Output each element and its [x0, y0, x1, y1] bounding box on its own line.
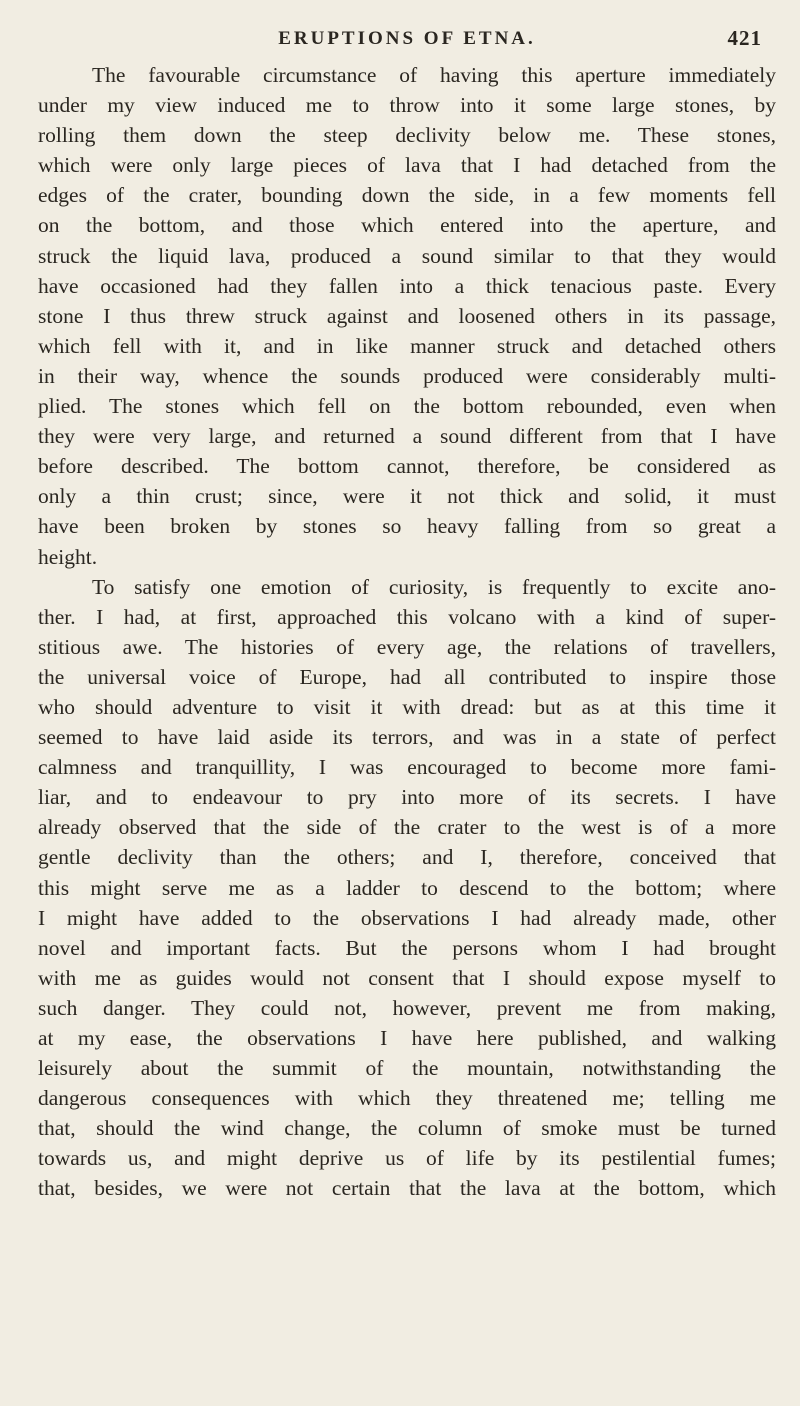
- running-head: [38, 20, 776, 56]
- text-line: which fell with it, and in like manner struck and detached others: [38, 333, 776, 358]
- text-line: dangerous consequences with which they threatened me; telling me: [38, 1086, 776, 1111]
- text-line: leisurely about the summit of the mountain, notwithstanding the: [38, 1056, 776, 1081]
- text-line: they were very large, and returned a sound different from that I have: [38, 424, 776, 449]
- text-line: in their way, whence the sounds produced were considerably multi-: [38, 363, 776, 388]
- text-line: stone I thus threw struck against and loosened others in its passage,: [38, 303, 776, 328]
- text-line: seemed to have laid aside its terrors, and was in a state of perfect: [38, 725, 776, 750]
- text-line: which were only large pieces of lava that I had detached from the: [38, 153, 776, 178]
- text-line: struck the liquid lava, produced a sound similar to that they would: [38, 243, 776, 268]
- text-line: that, besides, we were not certain that the lava at the bottom, which: [38, 1176, 776, 1201]
- text-line: The favourable circumstance of having this aperture immediately: [92, 63, 776, 87]
- text-line: already observed that the side of the crater to the west is of a more: [38, 815, 776, 840]
- text-line: at my ease, the observations I have here published, and walking: [38, 1026, 776, 1050]
- text-line: calmness and tranquillity, I was encouraged to become more fami-: [38, 755, 776, 780]
- text-line: that, should the wind change, the column of smoke must be turned: [38, 1116, 776, 1141]
- text-line: liar, and to endeavour to pry into more of its secrets. I have: [38, 785, 776, 810]
- body-text: [38, 60, 776, 1204]
- text-line: plied. The stones which fell on the bottom rebounded, even when: [38, 394, 776, 419]
- text-line: have been broken by stones so heavy falling from so great a: [38, 514, 776, 539]
- text-line: towards us, and might deprive us of life by its pestilential fumes;: [38, 1146, 776, 1171]
- text-line: I might have added to the observations I had already made, other: [38, 905, 776, 930]
- text-line: gentle declivity than the others; and I, therefore, conceived that: [38, 845, 776, 870]
- text-line: with me as guides would not consent that I should expose myself to: [38, 965, 776, 990]
- text-line: have occasioned had they fallen into a thick tenacious paste. Every: [38, 273, 776, 298]
- text-line: who should adventure to visit it with dread: but as at this time it: [38, 694, 776, 719]
- text-line: ther. I had, at first, approached this volcano with a kind of super-: [38, 604, 776, 629]
- page-number: 421: [727, 26, 762, 50]
- text-line: under my view induced me to throw into it some large stones, by: [38, 93, 776, 118]
- text-line: rolling them down the steep declivity below me. These stones,: [38, 123, 776, 148]
- text-line: before described. The bottom cannot, therefore, be considered as: [38, 454, 776, 479]
- text-line: this might serve me as a ladder to descend to the bottom; where: [38, 875, 776, 900]
- text-line: edges of the crater, bounding down the side, in a few moments fell: [38, 183, 776, 208]
- text-line: only a thin crust; since, were it not thick and solid, it must: [38, 484, 776, 509]
- text-line: novel and important facts. But the persons whom I had brought: [38, 935, 776, 960]
- text-line: such danger. They could not, however, prevent me from making,: [38, 995, 776, 1020]
- text-line: on the bottom, and those which entered into the aperture, and: [38, 213, 776, 238]
- text-line: To satisfy one emotion of curiosity, is frequently to excite ano-: [92, 574, 776, 599]
- text-line: the universal voice of Europe, had all contributed to inspire those: [38, 664, 776, 689]
- text-line: height.: [38, 544, 98, 569]
- text-line: stitious awe. The histories of every age, the relations of travellers,: [38, 634, 776, 659]
- running-title: ERUPTIONS OF ETNA.: [278, 28, 536, 49]
